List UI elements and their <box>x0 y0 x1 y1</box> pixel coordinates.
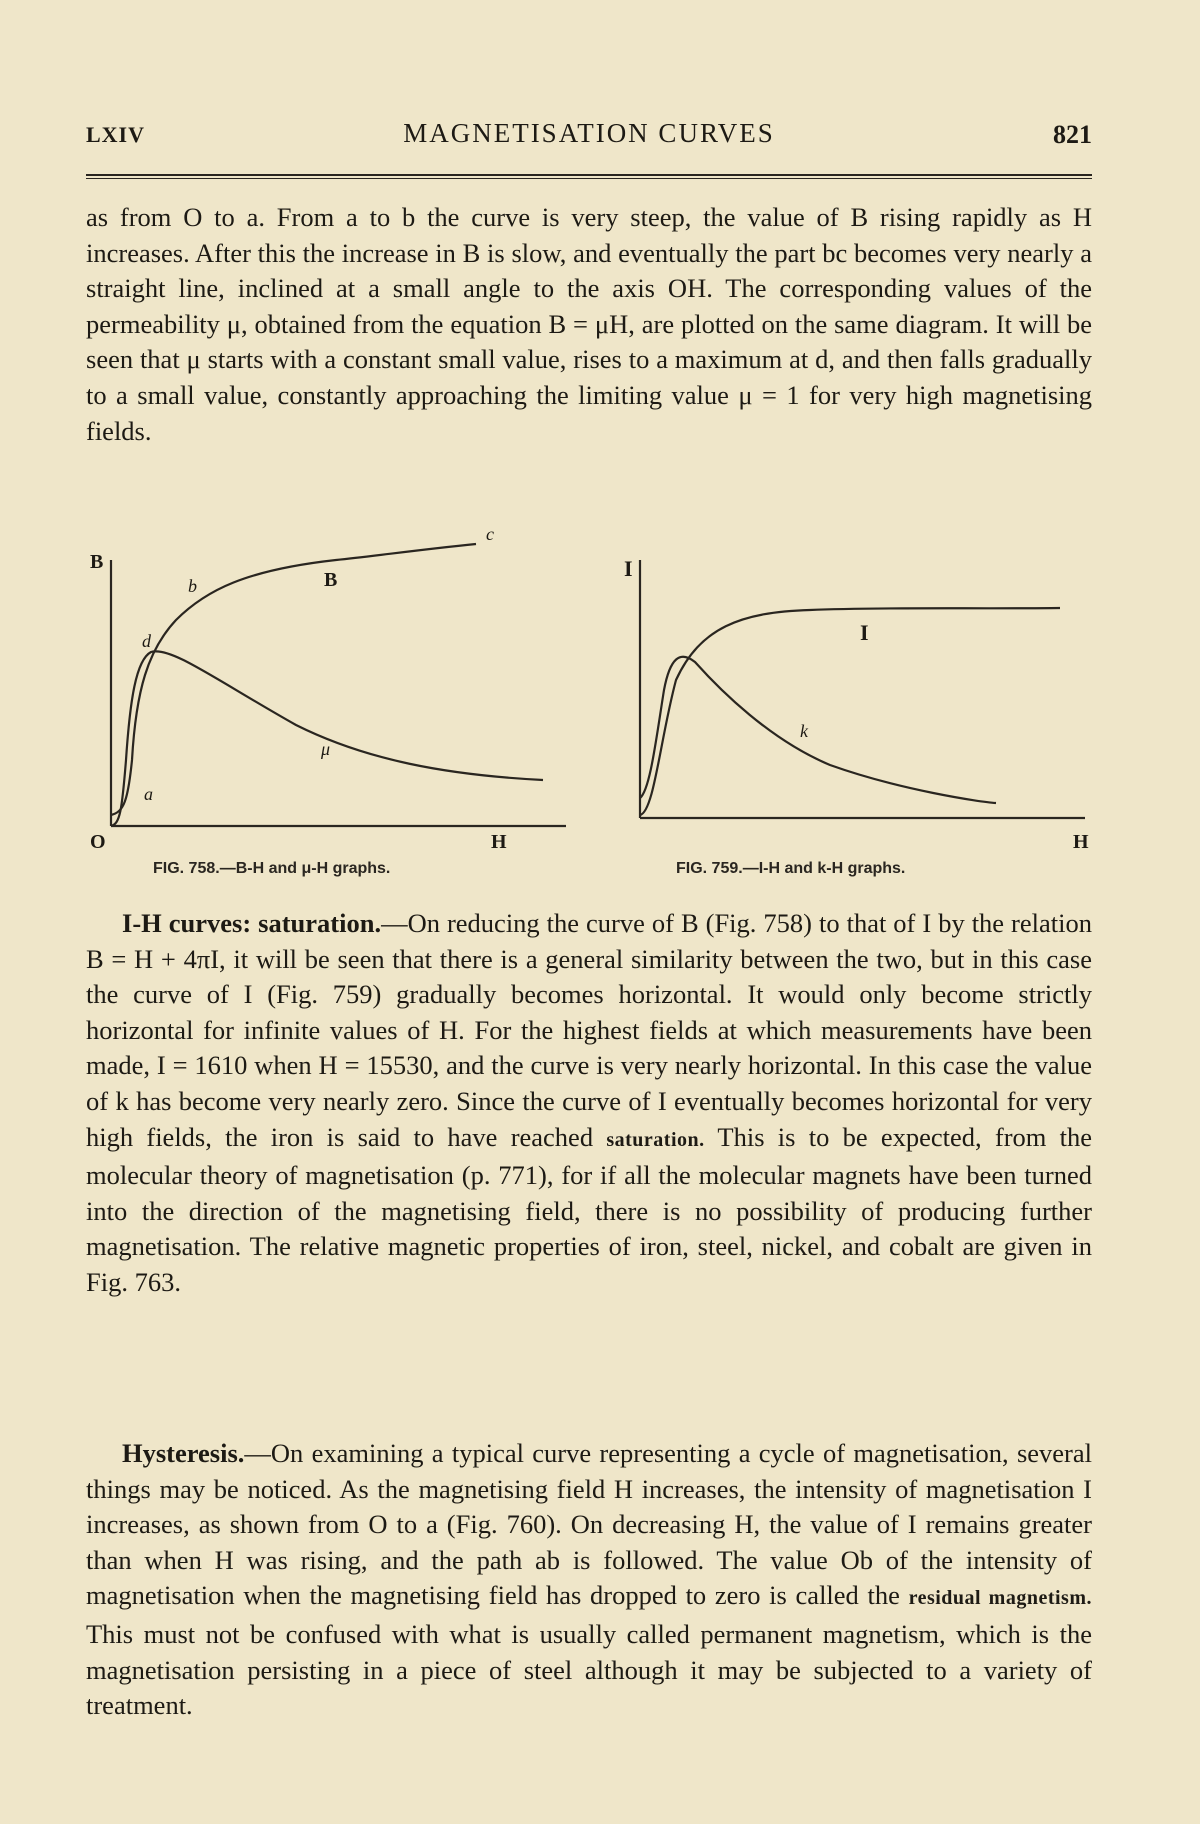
saturation-heading: I-H curves: saturation. <box>122 908 382 938</box>
header-rule <box>86 174 1092 176</box>
figure-759 <box>620 540 1090 860</box>
saturation-term: saturation. <box>606 1128 705 1151</box>
figure-758-graph <box>90 524 576 860</box>
fig759-y-axis-label: I <box>624 556 633 581</box>
running-header <box>86 118 1092 158</box>
fig758-point-a-label: a <box>144 784 153 804</box>
paragraph3-text-after: This must not be confused with what is usually called permanent magnetism, which is the magnetisation persisting in a piece of steel although it may be subjected to a variety of treatment. <box>86 1618 1092 1721</box>
hysteresis-heading: Hysteresis. <box>122 1438 245 1468</box>
fig759-k-curve <box>640 657 996 803</box>
paragraph2-text: —On reducing the curve of B (Fig. 758) to that of I by the relation B = H + 4πI, it will be seen that there is a general similarity between the two, but in this case the curve of I (Fig. 759) gradually becomes horizontal. It would only become strictly horizontal for infinite values of H. For the highest fields at which measurements have been made, I = 1610 when H = 15530, and the curve is very nearly horizontal. In this case the value of k has become very nearly zero. Since the curve of I eventually becomes horizontal for very high fields, the iron is said to have reached <box>86 908 1092 1152</box>
paragraph-saturation <box>86 906 1092 1301</box>
residual-magnetism-term: residual magnetism. <box>908 1587 1093 1610</box>
figure-759-graph <box>620 540 1090 860</box>
paragraph2-text-after: This is to be expected, from the molecular theory of magnetisation (p. 771), for if all the molecular magnets have been turned into the direction of the magnetising field, there is no possibility of producing further magnetisation. The relative magnetic properties of iron, steel, nickel, and cobalt are given in Fig. 763. <box>86 1121 1093 1297</box>
header-rule-thin <box>86 178 1092 179</box>
paragraph1-text: as from O to a. From a to b the curve is very steep, the value of B rising rapidly as H increases. After this the increase in B is slow, and eventually the part bc becomes very nearly a straight line, inclined at a small angle to the axis OH. The corresponding values of the permeability μ, obtained from the equation B = μH, are plotted on the same diagram. It will be seen that μ starts with a constant small value, rises to a maximum at d, and then falls gradually to a small value, constantly approaching the limiting value μ = 1 for very high magnetising fields. <box>86 202 1092 446</box>
fig758-point-d-label: d <box>142 631 151 651</box>
page-title: MAGNETISATION CURVES <box>403 118 775 148</box>
fig758-b-curve-label: B <box>324 569 338 591</box>
fig758-b-curve <box>111 544 476 815</box>
figure-758 <box>90 524 576 860</box>
page-number: 821 <box>1053 120 1092 149</box>
fig758-point-b-label: b <box>188 576 197 596</box>
fig758-x-axis-label: H <box>491 831 507 853</box>
chapter-number: LXIV <box>86 122 146 147</box>
fig759-k-curve-label: k <box>800 721 808 741</box>
figure-759-caption: FIG. 759.—I-H and k-H graphs. <box>676 860 906 877</box>
fig759-i-curve-label: I <box>860 620 869 645</box>
fig758-point-c-label: c <box>486 524 494 544</box>
fig758-mu-curve-label: μ <box>321 739 331 759</box>
paragraph-bh-curve <box>86 200 1092 449</box>
figure-758-caption: FIG. 758.—B-H and μ-H graphs. <box>153 860 391 877</box>
paragraph-hysteresis <box>86 1436 1092 1724</box>
fig759-x-axis-label: H <box>1073 831 1089 853</box>
fig759-i-curve <box>640 608 1060 815</box>
fig758-origin-label: O <box>90 831 106 853</box>
paragraph3-text: —On examining a typical curve representing a cycle of magnetisation, several things may be noticed. As the magnetising field H increases, the intensity of magnetisation I increases, as shown from O to a (Fig. 760). On decreasing H, the value of I remains greater than when H was rising, and the path ab is followed. The value Ob of the intensity of magnetisation when the magnetising field has dropped to zero is called the <box>86 1438 1092 1611</box>
fig758-y-axis-label: B <box>90 551 104 573</box>
